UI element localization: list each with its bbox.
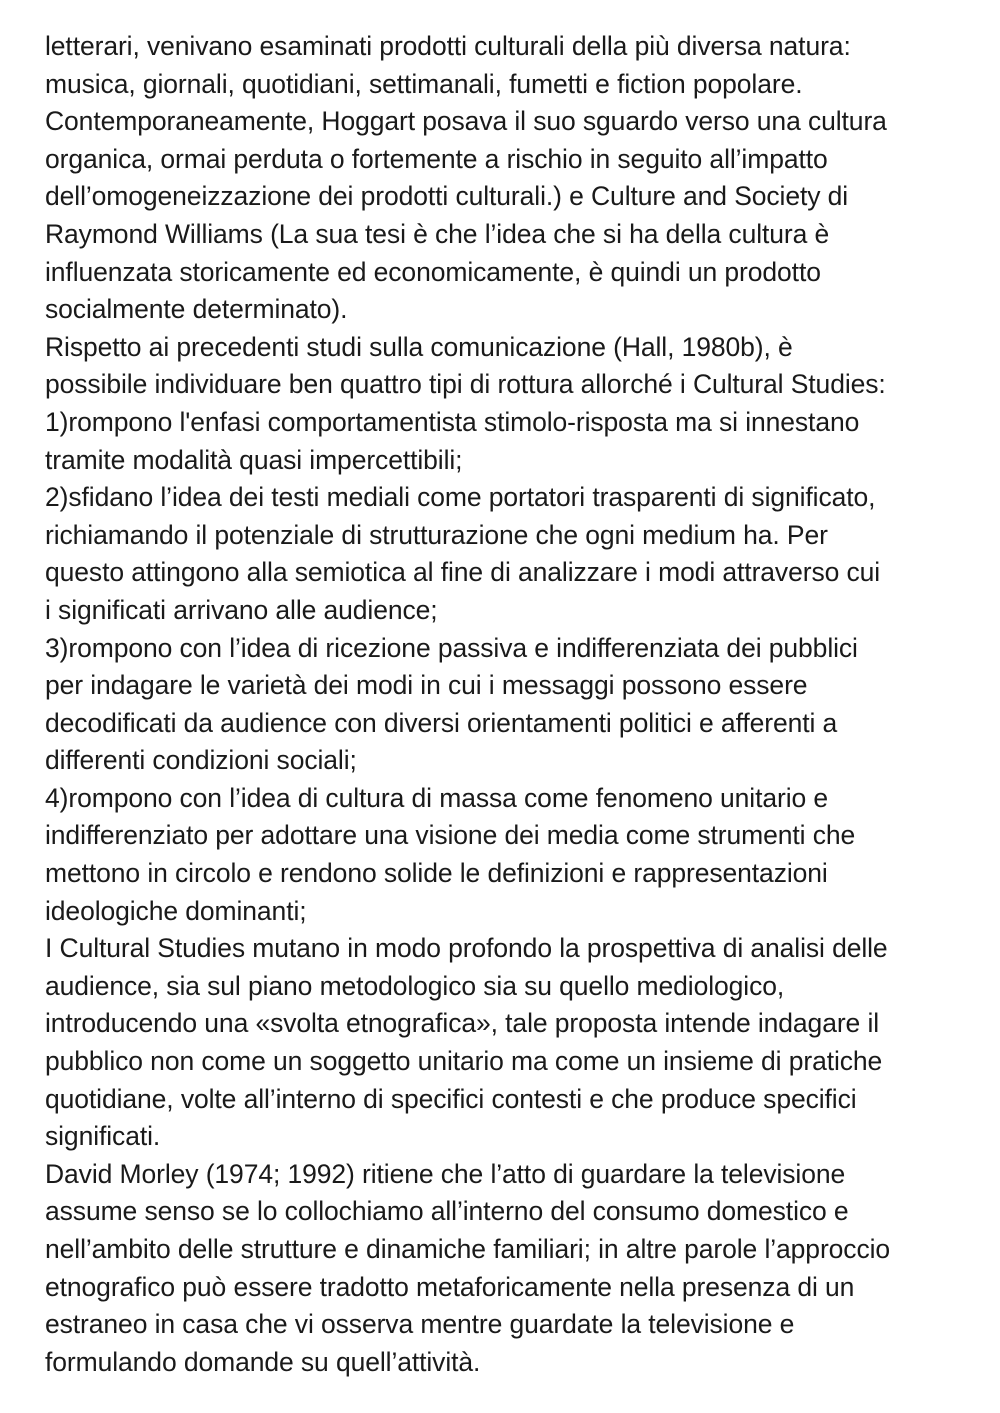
text-line: 4)rompono con l’idea di cultura di massa come fenomeno unitario e xyxy=(45,782,829,813)
text-line: formulando domande su quell’attività. xyxy=(45,1346,481,1377)
text-line: Contemporaneamente, Hoggart posava il suo sguardo verso una cultura xyxy=(45,106,887,137)
document-body xyxy=(45,28,980,1381)
text-line: differenti condizioni sociali; xyxy=(45,745,357,776)
text-line: dell’omogeneizzazione dei prodotti culturali.) e Culture and Society di xyxy=(45,181,849,212)
text-line: significati. xyxy=(45,1121,161,1152)
text-line: 3)rompono con l’idea di ricezione passiva e indifferenziata dei pubblici xyxy=(45,632,858,663)
text-line: David Morley (1974; 1992) ritiene che l’atto di guardare la televisione xyxy=(45,1158,846,1189)
text-line: 1)rompono l'enfasi comportamentista stimolo-risposta ma si innestano xyxy=(45,406,860,437)
text-line: socialmente determinato). xyxy=(45,294,348,325)
text-line: decodificati da audience con diversi orientamenti politici e afferenti a xyxy=(45,707,838,738)
text-line: Raymond Williams (La sua tesi è che l’idea che si ha della cultura è xyxy=(45,218,830,249)
text-line: I Cultural Studies mutano in modo profondo la prospettiva di analisi delle xyxy=(45,933,888,964)
text-line: richiamando il potenziale di strutturazione che ogni medium ha. Per xyxy=(45,519,828,550)
text-line: tramite modalità quasi impercettibili; xyxy=(45,444,463,475)
text-line: estraneo in casa che vi osserva mentre guardate la televisione e xyxy=(45,1309,795,1340)
text-line: nell’ambito delle strutture e dinamiche familiari; in altre parole l’approccio xyxy=(45,1234,891,1264)
text-line: musica, giornali, quotidiani, settimanali, fumetti e fiction popolare. xyxy=(45,68,803,99)
text-line: audience, sia sul piano metodologico sia su quello mediologico, xyxy=(45,970,785,1001)
text-line: influenzata storicamente ed economicamente, è quindi un prodotto xyxy=(45,256,821,287)
text-line: possibile individuare ben quattro tipi di rottura allorché i Cultural Studies: xyxy=(45,369,886,400)
text-line: pubblico non come un soggetto unitario ma come un insieme di pratiche xyxy=(45,1046,883,1077)
text-line: 2)sfidano l’idea dei testi mediali come portatori trasparenti di significato, xyxy=(45,482,876,513)
text-line: questo attingono alla semiotica al fine di analizzare i modi attraverso cui xyxy=(45,557,881,588)
text-line: assume senso se lo collochiamo all’interno del consumo domestico e xyxy=(45,1196,849,1227)
text-line: indifferenziato per adottare una visione dei media come strumenti che xyxy=(45,820,856,851)
text-line: letterari, venivano esaminati prodotti culturali della più diversa natura: xyxy=(45,31,851,61)
text-line: Rispetto ai precedenti studi sulla comunicazione (Hall, 1980b), è xyxy=(45,331,793,362)
text-line: etnografico può essere tradotto metaforicamente nella presenza di un xyxy=(45,1271,855,1302)
text-line: introducendo una «svolta etnografica», tale proposta intende indagare il xyxy=(45,1008,880,1039)
text-line: ideologiche dominanti; xyxy=(45,895,307,926)
text-line: per indagare le varietà dei modi in cui i messaggi possono essere xyxy=(45,670,808,701)
text-line: mettono in circolo e rendono solide le definizioni e rappresentazioni xyxy=(45,858,828,889)
text-line: i significati arrivano alle audience; xyxy=(45,594,438,625)
text-line: quotidiane, volte all’interno di specifici contesti e che produce specifici xyxy=(45,1083,857,1114)
text-line: organica, ormai perduta o fortemente a rischio in seguito all’impatto xyxy=(45,143,828,174)
